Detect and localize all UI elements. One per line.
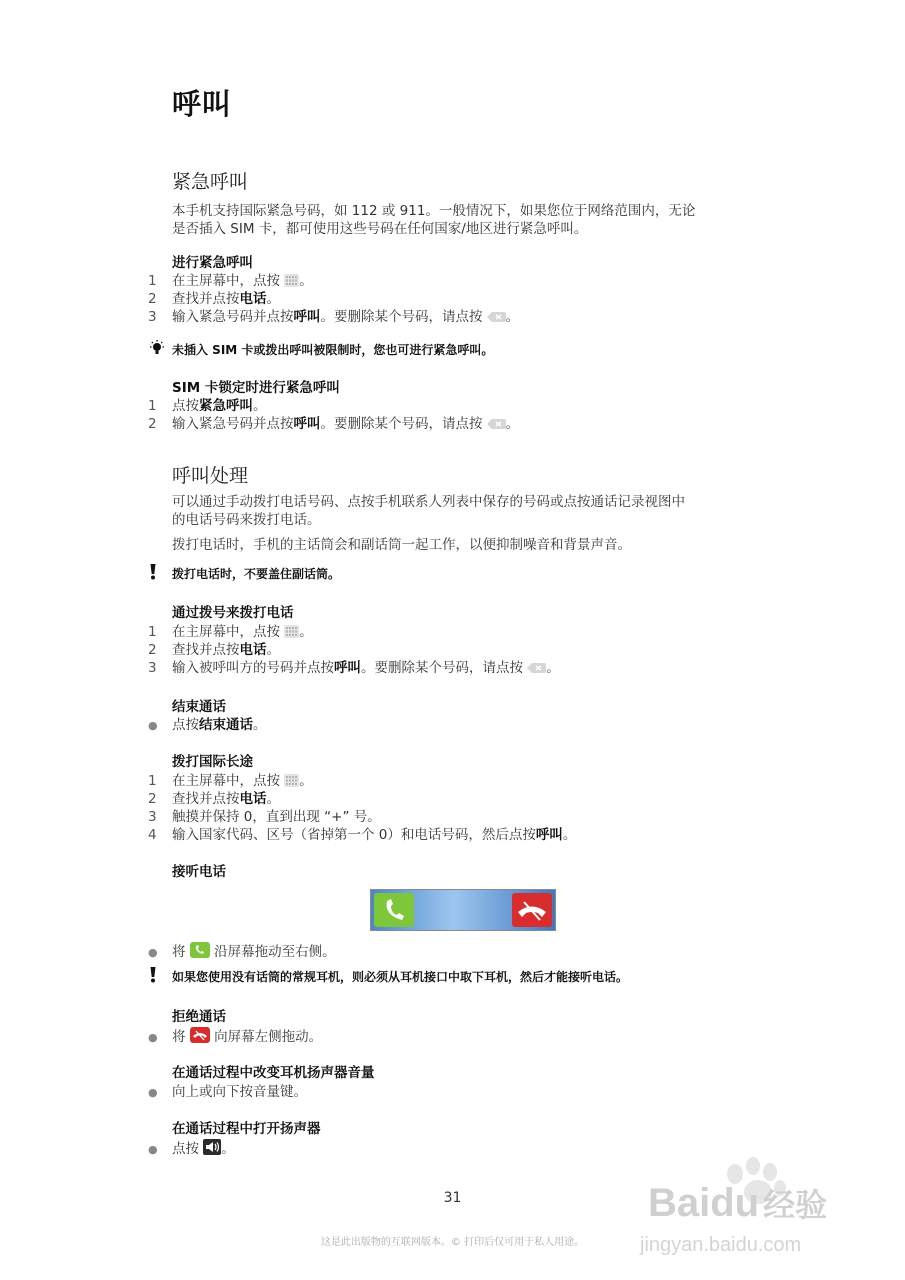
list-item [148, 308, 519, 326]
step-text: 。 [266, 642, 280, 658]
list-item [148, 716, 267, 735]
section-heading-emergency: 紧急呼叫 [172, 171, 249, 193]
item-text: 向上或向下按音量键。 [172, 1084, 307, 1100]
answer-call-icon [374, 893, 414, 927]
reject-call-icon [190, 1027, 210, 1043]
step-text: 输入被呼叫方的号码并点按 [172, 660, 334, 676]
step-number: 1 [148, 273, 157, 289]
step-bold: 呼叫 [293, 416, 321, 432]
app-grid-icon [284, 274, 299, 287]
step-bold: 呼叫 [535, 827, 563, 843]
subheading-speaker: 在通话过程中打开扬声器 [172, 1121, 321, 1137]
list-item [148, 397, 267, 415]
item-text: 将 [172, 944, 190, 960]
step-bold: 电话 [239, 291, 267, 307]
step-bold: 呼叫 [334, 660, 361, 676]
reject-call-icon [512, 893, 552, 927]
step-text: 触摸并保持 0，直到出现 “+” 号。 [172, 809, 381, 825]
exclamation-icon [148, 564, 158, 580]
step-number: 2 [148, 416, 157, 432]
item-text: 。 [253, 717, 267, 733]
subheading-sim-locked: SIM 卡锁定时进行紧急呼叫 [172, 380, 340, 396]
list-item [148, 415, 519, 433]
step-number: 2 [148, 791, 157, 807]
watermark-url: jingyan.baidu.com [640, 1234, 802, 1256]
bullet: ● [148, 1086, 158, 1099]
step-text: 在主屏幕中，点按 [172, 773, 285, 789]
step-text: 。 [505, 416, 520, 432]
delete-key-icon [487, 417, 506, 430]
step-number: 1 [148, 398, 157, 414]
step-text: 输入国家代码、区号（省掉第一个 0）和电话号码，然后点按 [172, 827, 536, 843]
list-item [148, 826, 576, 844]
step-bold: 电话 [239, 791, 267, 807]
step-text: 。 [299, 273, 313, 289]
tip-note [148, 340, 493, 358]
step-number: 3 [148, 660, 157, 676]
tip-text: 未插入 SIM 卡或拨出呼叫被限制时，您也可进行紧急呼叫。 [172, 343, 494, 357]
delete-key-icon [527, 661, 546, 674]
list-item [148, 1083, 307, 1102]
list-item [148, 1027, 322, 1047]
step-text: 。 [299, 773, 313, 789]
emergency-intro [172, 202, 762, 238]
step-number: 4 [148, 827, 157, 843]
page-number: 31 [443, 1190, 462, 1206]
step-bold: 电话 [239, 642, 267, 658]
warning-note [148, 564, 340, 582]
warning-note [148, 967, 628, 985]
item-text: 沿屏幕拖动至右侧。 [209, 944, 336, 960]
lightbulb-icon [148, 340, 166, 356]
warning-text: 拨打电话时，不要盖住副话筒。 [172, 567, 341, 581]
subheading-end-call: 结束通话 [172, 699, 226, 715]
step-text: 在主屏幕中，点按 [172, 624, 285, 640]
emergency-intro-line: 是否插入 SIM 卡，都可使用这些号码在任何国家/地区进行紧急呼叫。 [172, 221, 588, 237]
subheading-international: 拨打国际长途 [172, 754, 253, 770]
item-text: 点按 [172, 1141, 204, 1157]
step-number: 2 [148, 291, 157, 307]
baidu-watermark [640, 1152, 880, 1262]
list-item [148, 1139, 235, 1159]
list-item [148, 942, 336, 962]
step-text: 。 [562, 827, 577, 843]
item-text: 。 [221, 1141, 235, 1157]
step-number: 3 [148, 809, 157, 825]
emergency-intro-line: 本手机支持国际紧急号码，如 112 或 911。一般情况下，如果您位于网络范围内，无论 [172, 203, 696, 219]
call-handling-intro [172, 493, 762, 529]
exclamation-icon [148, 967, 158, 983]
app-grid-icon [284, 625, 299, 638]
subheading-answer-call: 接听电话 [172, 864, 226, 880]
answer-call-handle[interactable] [374, 893, 414, 927]
item-text: 将 [172, 1029, 190, 1045]
speaker-icon [203, 1139, 221, 1155]
list-item [148, 772, 313, 790]
microphone-paragraph: 拨打电话时，手机的主话筒会和副话筒一起工作，以便抑制噪音和背景声音。 [172, 537, 631, 553]
list-item [148, 790, 280, 808]
subheading-dial-call: 通过拨号来拨打电话 [172, 605, 294, 621]
step-number: 2 [148, 642, 157, 658]
step-bold: 呼叫 [293, 309, 321, 325]
bullet: ● [148, 719, 158, 732]
step-text: 。 [546, 660, 560, 676]
item-text: 向屏幕左侧拖动。 [209, 1029, 323, 1045]
step-text: 。 [266, 291, 280, 307]
step-text: 。要删除某个号码，请点按 [361, 660, 528, 676]
footer-copyright: 这是此出版物的互联网版本。© 打印后仅可用于私人用途。 [320, 1237, 585, 1248]
subheading-volume: 在通话过程中改变耳机扬声器音量 [172, 1065, 375, 1081]
answer-call-icon [190, 942, 210, 958]
call-handling-intro-line: 可以通过手动拨打电话号码、点按手机联系人列表中保存的号码或点按通话记录视图中 [172, 494, 685, 510]
step-text: 。要删除某个号码，请点按 [320, 309, 487, 325]
step-text: 。 [505, 309, 520, 325]
app-grid-icon [284, 774, 299, 787]
list-item [148, 659, 560, 677]
step-number: 1 [148, 624, 157, 640]
item-text: 点按 [172, 717, 199, 733]
delete-key-icon [487, 310, 506, 323]
step-number: 3 [148, 309, 157, 325]
reject-call-handle[interactable] [512, 893, 552, 927]
subheading-reject-call: 拒绝通话 [172, 1009, 226, 1025]
step-bold: 紧急呼叫 [199, 398, 253, 414]
step-text: 查找并点按 [172, 642, 240, 658]
bullet: ● [148, 1031, 158, 1044]
answer-call-slider [370, 889, 556, 931]
bullet: ● [148, 946, 158, 959]
subheading-make-emergency-call: 进行紧急呼叫 [172, 255, 253, 271]
step-text: 输入紧急号码并点按 [172, 416, 294, 432]
step-number: 1 [148, 773, 157, 789]
list-item [148, 623, 313, 641]
step-text: 。 [253, 398, 267, 414]
list-item [148, 290, 280, 308]
bullet: ● [148, 1143, 158, 1156]
list-item [148, 808, 381, 826]
step-text: 。要删除某个号码，请点按 [320, 416, 487, 432]
call-handling-intro-line: 的电话号码来拨打电话。 [172, 512, 321, 528]
list-item [148, 272, 313, 290]
section-heading-call-handling: 呼叫处理 [172, 465, 249, 487]
list-item [148, 641, 280, 659]
step-text: 输入紧急号码并点按 [172, 309, 294, 325]
page-title: 呼叫 [172, 87, 233, 121]
step-text: 。 [266, 791, 280, 807]
step-text: 查找并点按 [172, 791, 240, 807]
step-text: 在主屏幕中，点按 [172, 273, 285, 289]
watermark-brand: Baidu 经验 [648, 1181, 828, 1225]
item-bold: 结束通话 [199, 717, 253, 733]
step-text: 查找并点按 [172, 291, 240, 307]
step-text: 点按 [172, 398, 199, 414]
warning-text: 如果您使用没有话筒的常规耳机，则必须从耳机接口中取下耳机，然后才能接听电话。 [172, 970, 629, 984]
step-text: 。 [299, 624, 313, 640]
